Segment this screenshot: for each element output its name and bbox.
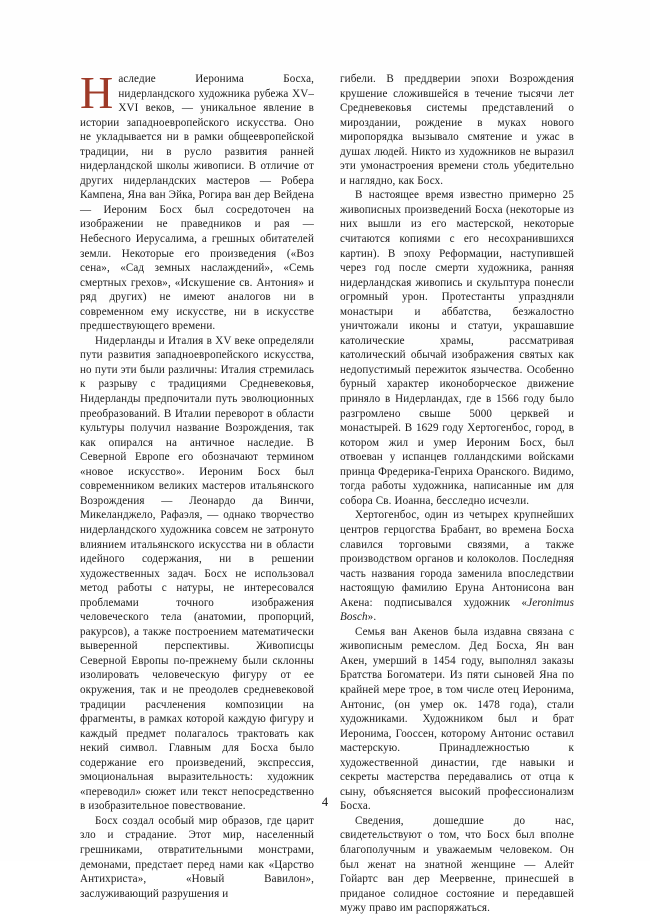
right-column — [340, 72, 574, 915]
left-column — [80, 67, 314, 900]
paragraph-opening — [80, 67, 314, 334]
paragraph-text: аследие Иеронима Босха, нидерландского художника рубежа XV–XVI веков, — уникальное явление в истории западноевропейского искусства. Оно не укладывается ни в рамки общеевропейской традиции, ни в русло развития ранней нидерландской школы живописи. В отличие от других нидерландских мастеров — Робера Кампена, Яна ван Эйка, Рогира ван дер Вейдена — Иероним Босх был сосредоточен на изображении не праведников и рая — Небесного Иерусалима, а грешных обитателей земли. Некоторые его произведения («Воз сена», «Сад земных наслаждений», «Семь смертных грехов», «Искушение св. Антония» и ряд других) не имеют аналогов ни в современном ему искусстве, ни в искусстве предшествующего времени. — [80, 73, 314, 333]
two-column-text-body — [80, 67, 574, 915]
paragraph-continuation: гибели. В преддверии эпохи Возрождения крушение сложившейся в течение тысячи лет Средневековья системы представлений о мироздании, рождение в муках нового миропорядка вызывало смятение и ужас в душах людей. Никто из художников не выразил эти умонастроения времени столь убедительно и наглядно, как Босх. — [340, 73, 574, 187]
paragraph-text-before-name: Хертогенбос, один из четырех крупнейших центров герцогства Брабант, во времена Босха славился торговыми связями, а также производством органов и колоколов. Последняя часть названия города заменила впоследствии настоящую фамилию Еруна Антонисона ван Акена: подписывался художник « — [340, 509, 574, 609]
paragraph-text-after-name: ». — [367, 611, 377, 624]
paragraph: В настоящее время известно примерно 25 живописных произведений Босха (некоторые из них вышли из его мастерской, некоторые считаются копиями с его несохранившихся картин). В эпоху Реформации, наступившей через год после смерти художника, ранняя нидерландская живопись и скульптура понесли огромный урон. Протестанты упраздняли монастыри и аббатства, безжалостно уничтожали иконы и статуи, украшавшие католические храмы, рассматривая католический обычай изображения святых как недопустимый пережиток язычества. Особенно бурный характер иконоборческое движение приняло в Нидерландах, где в 1566 году было разгромлено свыше 5000 церквей и монастырей. В 1629 году Хертогенбос, город, в котором жил и умер Иероним Босх, был отвоеван у испанцев голландскими войсками принца Фредерика-Генриха Оранского. Видимо, тогда работы художника, написанные им для собора Св. Иоанна, бесследно исчезли. — [340, 189, 574, 507]
paragraph: Семья ван Акенов была издавна связана с живописным ремеслом. Дед Босха, Ян ван Акен, умерший в 1454 году, выполнял заказы Братства Богоматери. Из пяти сыновей Яна по крайней мере трое, в том числе отец Иеронима, Антонис, (он умер ок. 1478 года), стали художниками. Художником был и брат Иеронима, Гооссен, которому Антонис оставил мастерскую. Принадлежностью к художественной династии, где навыки и секреты мастерства передавались от отца к сыну, объясняется высокий профессионализм Босха. — [340, 625, 574, 813]
paragraph: Босх создал особый мир образов, где царит зло и страдание. Этот мир, населенный грешниками, отвратительными монстрами, демонами, предстает перед нами как «Царство Антихриста», «Новый Вавилон», заслуживающий разрушения и — [80, 814, 314, 900]
paragraph: Сведения, дошедшие до нас, свидетельствуют о том, что Босх был вполне благополучным и уважаемым человеком. Он был женат на знатной женщине — Алейт Гойартс ван дер Меервенне, принесшей в приданое солидное состояние и передавшей мужу право им распоряжаться. — [340, 814, 574, 915]
drop-cap-letter: Н — [80, 67, 114, 118]
paragraph: Нидерланды и Италия в XV веке определяли пути развития западноевропейского искусства, но пути эти были различны: Италия стремилась к разрыву с традициями Средневековья, Нидерланды предпочитали путь эволюционных преобразований. В Италии переворот в области культуры получил название Возрождения, так как опирался на античное наследие. В Северной Европе его обозначают термином «новое искусство». Иероним Босх был современником великих мастеров итальянского Возрождения — Леонардо да Винчи, Микеланджело, Рафаэля, — однако творчество нидерландского художника совсем не затронуто влиянием итальянского искусства ни в области идейного содержания, ни в решении художественных задач. Босх не использовал метод работы с натуры, не интересовался проблемами точного изображения человеческого тела (анатомии, пропорций, ракурсов), а также построением математически выверенной перспективы. Живописцы Северной Европы по-прежнему были склонны изолировать человеческую фигуру от ее окружения, так и не преодолев средневековой традиции расчленения композиции на фрагменты, в рамках которой каждую фигуру и каждый предмет полагалось трактовать как некий символ. Главным для Босха было содержание его произведений, экспрессия, эмоциональная выразительность: художник «переводил» сюжет или текст непосредственно в изобразительное повествование. — [80, 334, 314, 813]
latin-signature-name: Jeronimus Bosch — [340, 596, 574, 624]
page-number: 4 — [321, 795, 329, 809]
paragraph-with-latin-name — [340, 508, 574, 624]
